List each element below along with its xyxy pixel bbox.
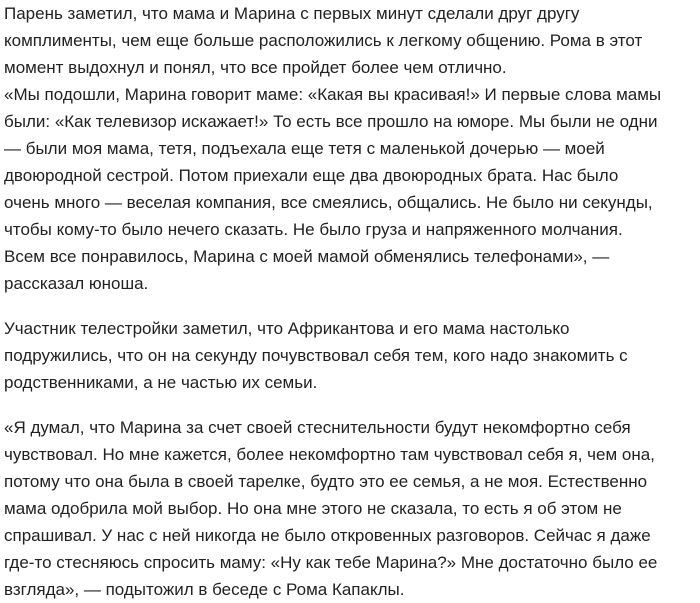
text-line: «Я думал, что Марина за счет своей стеснительности будут некомфортно себя [4,418,631,437]
text-line: «Мы подошли, Марина говорит маме: «Какая вы красивая!» И первые слова мамы [4,85,662,104]
paragraph-1 [4,0,696,297]
paragraph-2 [4,315,696,396]
text-line: комплименты, чем еще больше расположились к легкому общению. Рома в этот [4,31,643,50]
text-line: чувствовал. Но мне кажется, более некомфортно там чувствовал себя я, чем она, [4,445,655,464]
text-line: спрашивал. У нас с ней никогда не было откровенных разговоров. Сейчас я даже [4,526,651,545]
paragraph-3 [4,414,696,603]
text-line: чтобы кому-то было нечего сказать. Не было груза и напряженного молчания. [4,220,623,239]
text-line: очень много — веселая компания, все смеялись, общались. Не было ни секунды, [4,193,653,212]
text-line: потому что она была в своей тарелке, будто это ее семья, а не моя. Естественно [4,472,648,491]
text-line: — были моя мама, тетя, подъехала еще тетя с маленькой дочерью — моей [4,139,605,158]
text-line: подружились, что он на секунду почувствовал себя тем, кого надо знакомить с [4,346,628,365]
text-line: где-то стесняюсь спросить маму: «Ну как тебе Марина?» Мне достаточно было ее [4,553,658,572]
text-line: Участник телестройки заметил, что Африкантова и его мама настолько [4,319,570,338]
text-line: рассказал юноша. [4,274,149,293]
text-line: взгляда», — подытожил в беседе с Рома Капаклы. [4,580,405,599]
text-line: были: «Как телевизор искажает!» То есть все прошло на юморе. Мы были не одни [4,112,658,131]
article-text [4,0,696,603]
text-line: Всем все понравилось, Марина с моей мамой обменялись телефонами», — [4,247,610,266]
paragraph-gap [4,297,696,315]
text-line: двоюродной сестрой. Потом приехали еще два двоюродных брата. Нас было [4,166,619,185]
text-line: Парень заметил, что мама и Марина с первых минут сделали друг другу [4,4,580,23]
paragraph-gap [4,396,696,414]
text-line: момент выдохнул и понял, что все пройдет более чем отлично. [4,58,507,77]
text-line: мама одобрила мой выбор. Но она мне этого не сказала, то есть я об этом не [4,499,622,518]
text-line: родственниками, а не частью их семьи. [4,373,318,392]
